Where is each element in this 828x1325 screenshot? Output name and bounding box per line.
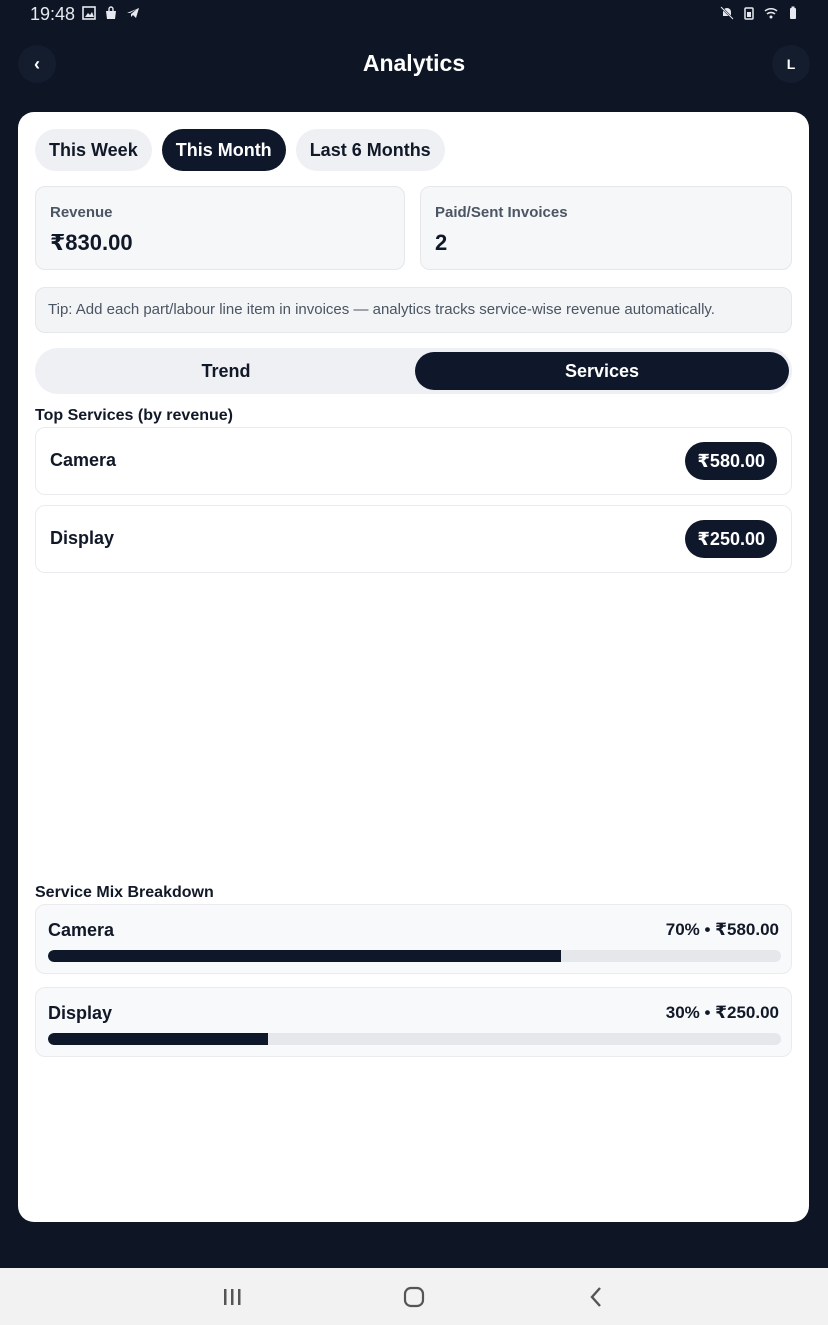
- wifi-icon: [764, 6, 778, 20]
- home-icon[interactable]: [394, 1280, 434, 1314]
- mix-progress-fill: [48, 1033, 268, 1045]
- mix-progress-bar: [48, 1033, 781, 1045]
- revenue-stat: [35, 186, 405, 270]
- mix-name: Camera: [48, 920, 115, 940]
- service-amount-badge: ₹580.00: [685, 442, 777, 480]
- service-mix-title: Service Mix Breakdown: [35, 884, 214, 901]
- back-icon[interactable]: [576, 1280, 616, 1314]
- invoices-label: Paid/Sent Invoices: [435, 204, 568, 221]
- tip-banner: Tip: Add each part/labour line item in invoices — analytics tracks service-wise revenue automatically.: [35, 287, 792, 333]
- app-header: [0, 40, 828, 96]
- mix-row-display: [35, 987, 792, 1057]
- period-last-6-months[interactable]: Last 6 Months: [296, 129, 445, 171]
- service-row-camera: [35, 427, 792, 495]
- recent-apps-icon[interactable]: [212, 1280, 252, 1314]
- period-selector: [35, 129, 445, 171]
- mix-progress-bar: [48, 950, 781, 962]
- status-bar: [0, 0, 828, 30]
- analytics-card: [18, 112, 809, 1222]
- service-name: Display: [50, 528, 115, 548]
- revenue-label: Revenue: [50, 204, 113, 221]
- tab-trend[interactable]: Trend: [201, 361, 251, 381]
- top-services-title: Top Services (by revenue): [35, 407, 233, 424]
- mix-value: 30% • ₹250.00: [665, 1003, 779, 1022]
- battery-saver-icon: [742, 6, 756, 20]
- invoices-value: 2: [435, 230, 448, 255]
- mix-value: 70% • ₹580.00: [665, 920, 779, 939]
- service-row-display: [35, 505, 792, 573]
- telegram-icon: [126, 6, 140, 20]
- service-amount-badge: ₹250.00: [685, 520, 777, 558]
- mix-row-camera: [35, 904, 792, 974]
- bag-icon: [104, 6, 118, 20]
- tab-services[interactable]: Services: [415, 352, 789, 390]
- status-time: 19:48: [30, 4, 76, 24]
- battery-icon: [786, 6, 800, 20]
- view-toggle: [35, 348, 792, 394]
- period-this-month[interactable]: This Month: [162, 129, 286, 171]
- system-nav-bar: [0, 1268, 828, 1325]
- image-icon: [82, 6, 96, 20]
- service-name: Camera: [50, 450, 117, 470]
- mute-icon: [720, 6, 734, 20]
- back-button[interactable]: ‹: [18, 45, 56, 83]
- mix-progress-fill: [48, 950, 561, 962]
- page-title: Analytics: [362, 50, 466, 76]
- mix-name: Display: [48, 1003, 113, 1023]
- avatar[interactable]: L: [772, 45, 810, 83]
- invoices-stat: [420, 186, 792, 270]
- revenue-value: ₹830.00: [50, 230, 133, 255]
- period-this-week[interactable]: This Week: [35, 129, 152, 171]
